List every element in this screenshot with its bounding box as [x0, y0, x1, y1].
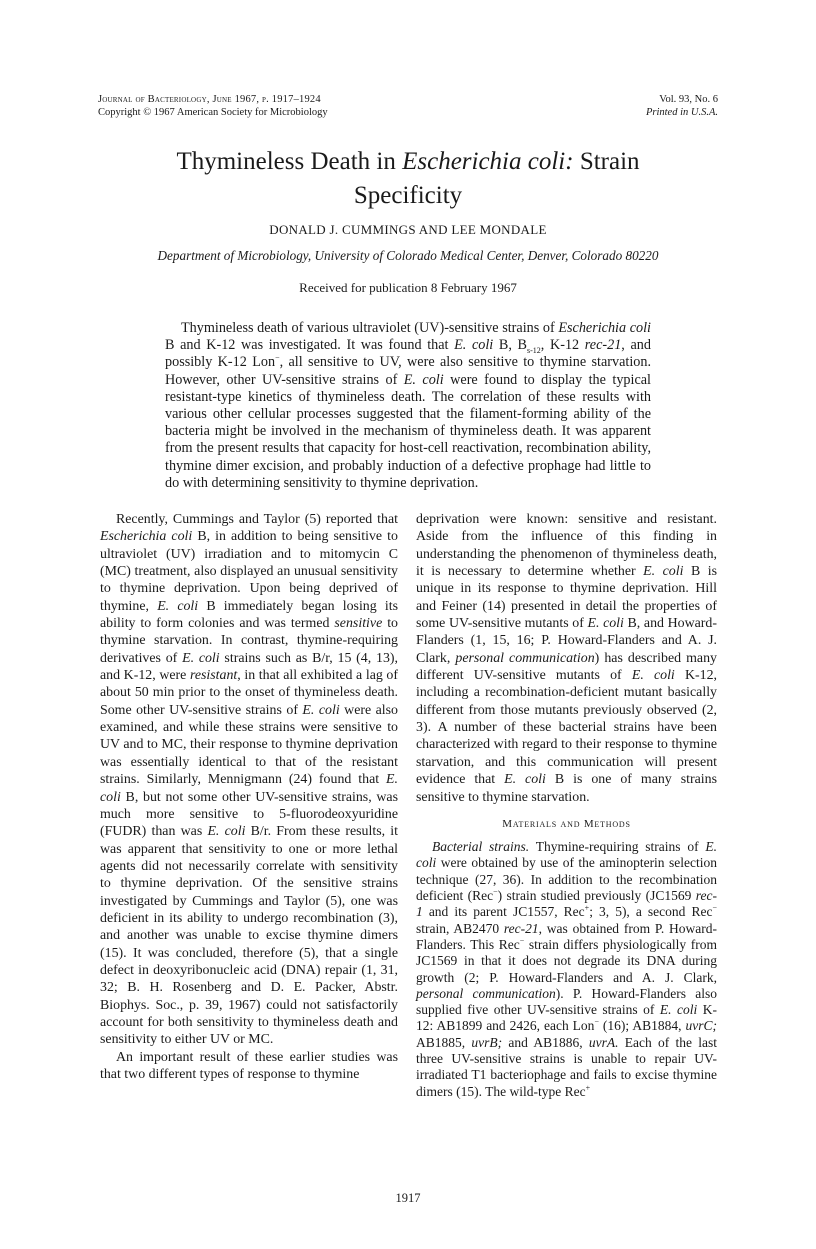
- journal-citation: Journal of Bacteriology, June 1967, p. 1917–1924: [98, 94, 321, 105]
- methods-subheading: Bacterial strains.: [432, 839, 530, 855]
- received-date: Received for publication 8 February 1967: [299, 280, 517, 295]
- paper-title: [98, 145, 718, 213]
- section-heading-methods: Materials and Methods: [502, 817, 631, 830]
- journal-header: [98, 93, 328, 119]
- title-italic: Escherichia coli:: [402, 148, 574, 175]
- volume-header: [646, 93, 718, 119]
- title-part: Thymineless Death in: [176, 148, 403, 175]
- title-part: Strain: [573, 148, 640, 175]
- body-column-right: [416, 511, 717, 1100]
- intro-paragraph-continued: deprivation were known: sensitive and resistant. Aside from the influence of this finding in understanding the phenomenon of thymineless death, it is necessary to determine whether E. coli B is unique in its response to thymine deprivation. Hill and Feiner (14) presented in detail the properties of some UV-sensitive mutants of E. coli B, and Howard-Flanders (1, 15, 16; P. Howard-Flanders and A. J. Clark, personal communication) has described many different UV-sensitive mutants of E. coli K-12, including a recombination-deficient mutant basically different from those mutants previously observed (2, 3). A number of these bacterial strains have been characterized with regard to their response to thymine starvation, and this communication will present evidence that E. coli B is one of many strains sensitive to thymine starvation.: [416, 512, 718, 805]
- body-column-left: [100, 511, 398, 1083]
- volume-line: Vol. 93, No. 6: [659, 94, 718, 105]
- intro-paragraph-2: An important result of these earlier studies was that two different types of response to thymine: [100, 1049, 398, 1082]
- page-number: 1917: [395, 1191, 421, 1205]
- title-line-2: Specificity: [353, 182, 463, 209]
- intro-paragraph-1: Recently, Cummings and Taylor (5) reported that Escherichia coli B, in addition to being sensitive to ultraviolet (UV) irradiation and to mitomycin C (MC) treatment, also displayed an unusual sensitivity to thymine deprivation. Upon being deprived of thymine, E. coli B immediately began losing its ability to form colonies and was termed sensitive to thymine starvation. In contrast, thymine-requiring derivatives of E. coli strains such as B/r, 15 (4, 13), and K-12, were resistant, in that all exhibited a lag of about 50 min prior to the onset of thymineless death. Some other UV-sensitive strains of E. coli were also examined, and while these strains were sensitive to UV and to MC, their response to thymine deprivation was essentially identical to that of the resistant strains. Similarly, Mennigmann (24) found that E. coli B, but not some other UV-sensitive strains, was much more sensitive to 5-fluorodeoxyuridine (FUDR) than was E. coli B/r. From these results, it was apparent that sensitivity to one or more lethal agents did not necessarily correlate with sensitivity to thymine deprivation. Of the sensitive strains investigated by Cummings and Taylor (5), one was deficient in its ability to undergo recombination (3), and another was unable to excise thymine dimers (15). It was concluded, therefore (5), that a single defect in deoxyribonucleic acid (DNA) repair (1, 31, 32; B. H. Rosenberg and D. E. Packer, Abstr. Biophys. Soc., p. 39, 1967) could not satisfactorily account for both sensitivity to thymineless death and sensitivity to either UV or MC.: [100, 512, 399, 1048]
- affiliation: Department of Microbiology, University of Colorado Medical Center, Denver, Colorado 80220: [157, 248, 659, 263]
- printed-line: Printed in U.S.A.: [645, 107, 718, 118]
- copyright-line: Copyright © 1967 American Society for Microbiology: [98, 107, 328, 118]
- methods-paragraph: Bacterial strains. Thymine-requiring strains of E. coli were obtained by use of the aminopterin selection technique (27, 36). In addition to the recombination deficient (Rec−) strain studied previously (JC1569 rec-1 and its parent JC1557, Rec+; 3, 5), a second Rec− strain, AB2470 rec-21, was obtained from P. Howard-Flanders. This Rec− strain differs physiologically from JC1569 in that it does not degrade its DNA during growth (2; P. Howard-Flanders and A. J. Clark, personal communication). P. Howard-Flanders also supplied five other UV-sensitive strains of E. coli K-12: AB1899 and 2426, each Lon− (16); AB1884, uvrC; AB1885, uvrB; and AB1886, uvrA. Each of the last three UV-sensitive strains is unable to repair UV-irradiated T1 bacteriophage and fails to excise thymine dimers (15). The wild-type Rec+: [416, 839, 718, 1099]
- abstract: Thymineless death of various ultraviolet (UV)-sensitive strains of Escherichia coli B and K-12 was investigated. It was found that E. coli B, $B_{s-12}$, K-12 rec-21, and possibly K-12 Lon−, all sensitive to UV, were also sensitive to thymine starvation. However, other UV-sensitive strains of E. coli were found to display the typical resistant-type kinetics of thymineless death. The correlation of these results with various other cellular processes suggested that the filament-forming ability of the bacteria might be involved in the mechanism of thymineless death. It was apparent from the present results that capacity for host-cell reactivation, recombination ability, thymine dimer excision, and probably induction of a defective prophage had little to do with determining sensitivity to thymine deprivation.: [165, 320, 652, 491]
- authors: DONALD J. CUMMINGS AND LEE MONDALE: [269, 222, 547, 237]
